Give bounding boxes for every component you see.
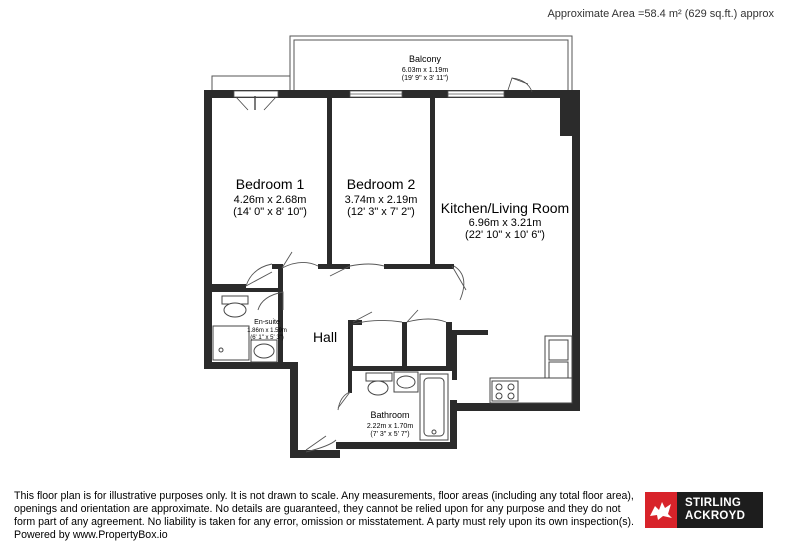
ensuite-metric: 1.86m x 1.59m [247,328,287,334]
bedroom1-name: Bedroom 1 [235,176,305,192]
logo-line-2: ACKROYD [685,510,746,522]
approximate-area-text: Approximate Area =58.4 m² (629 sq.ft.) approx [547,8,774,20]
bedroom2-name: Bedroom 2 [346,176,416,192]
dragon-icon [645,492,677,528]
bathroom-name: Bathroom [370,410,410,420]
kitchen-name: Kitchen/Living Room [440,200,570,216]
disclaimer [14,490,634,542]
logo-text [685,497,745,523]
hall-name: Hall [312,329,338,345]
bedroom1-imperial: (14' 0" x 8' 10") [233,206,307,218]
disclaimer-line-3: form part of any agreement. No liability is taken for any error, omission or misstatement. A party must rely upon its own inspection(s). [14,516,634,528]
bedroom2-imperial: (12' 3" x 7' 2") [347,206,415,218]
bedroom2-metric: 3.74m x 2.19m [344,194,418,206]
kitchen-fixtures [490,336,572,403]
kitchen-imperial: (22' 10" x 10' 6") [465,229,545,241]
bathroom-imperial: (7' 3" x 5' 7") [370,431,410,438]
label-hall [313,329,337,345]
label-bedroom1 [233,176,307,218]
balcony-imperial: (19' 9" x 3' 11") [401,75,449,82]
balcony-door-kitchen [508,78,532,92]
balcony [212,36,572,92]
logo-line-1: STIRLING [685,497,742,509]
ensuite-name: En-suite [254,319,280,326]
disclaimer-line-2: openings and orientation are approximate. No details are guaranteed, they cannot be relied upon for any purpose and they do not [14,503,621,515]
label-bathroom [367,410,413,438]
balcony-name: Balcony [408,54,442,64]
kitchen-metric: 6.96m x 3.21m [468,217,542,229]
disclaimer-line-1: This floor plan is for illustrative purposes only. It is not drawn to scale. Any measurements, floor areas (including any total floor area), [14,490,634,502]
windows [234,91,504,97]
label-bedroom2 [345,176,418,218]
label-balcony [402,54,449,82]
bedroom1-metric: 4.26m x 2.68m [233,194,307,206]
disclaimer-line-4: Powered by www.PropertyBox.io [14,529,168,541]
ensuite-imperial: (6' 1" x 5' 3") [250,335,284,341]
stirling-ackroyd-logo [645,492,763,528]
balcony-door-bedroom1 [236,96,276,110]
bathroom-metric: 2.22m x 1.70m [366,423,414,430]
label-kitchen [441,200,569,241]
balcony-metric: 6.03m x 1.19m [401,67,449,74]
